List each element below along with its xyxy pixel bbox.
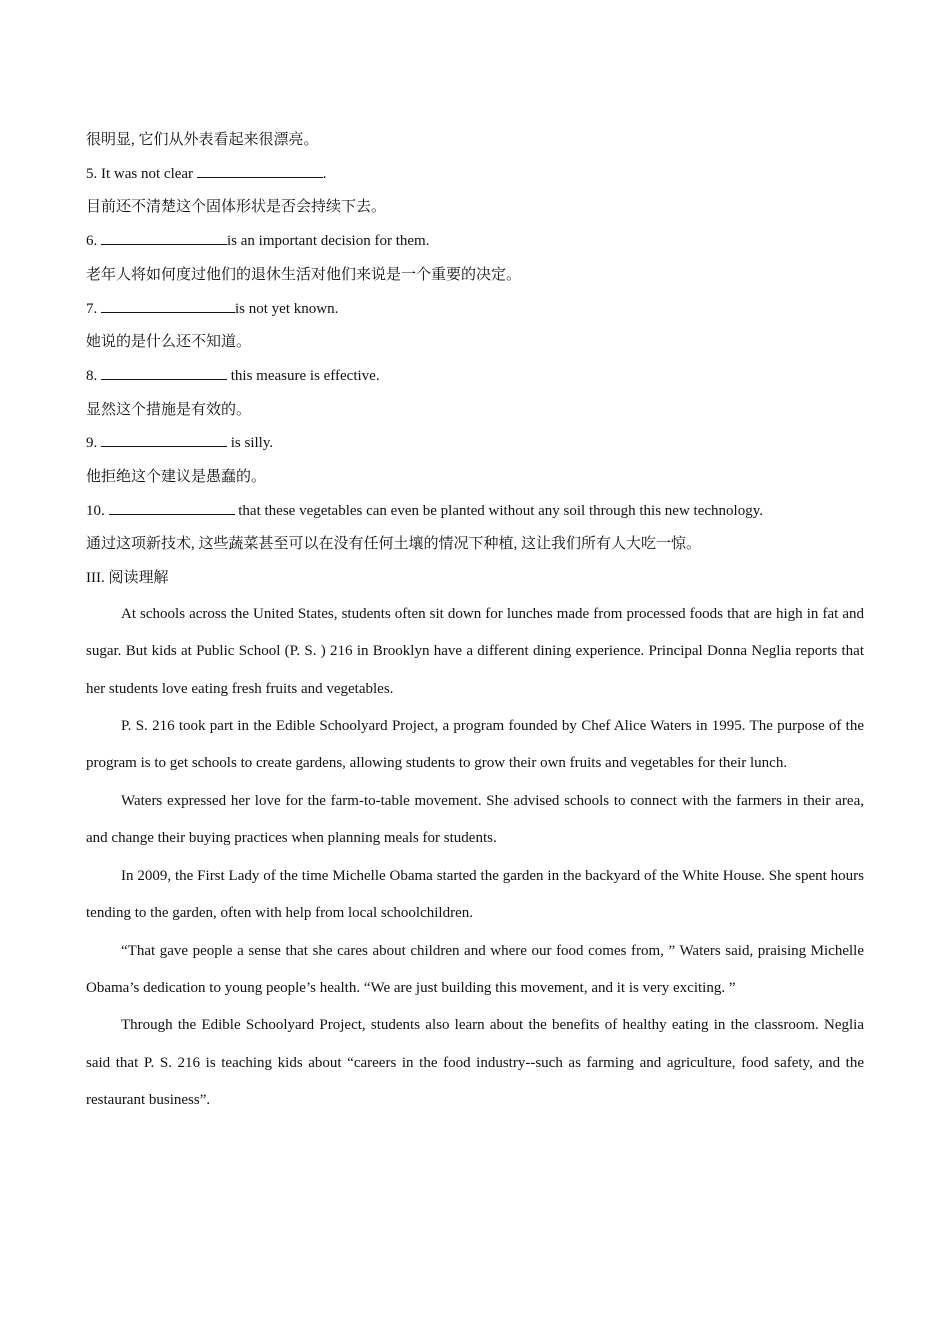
item-8-prefix: 8. (86, 367, 101, 384)
translation-10: 通过这项新技术, 这些蔬菜甚至可以在没有任何土壤的情况下种植, 这让我们所有人大吃一惊。 (86, 536, 702, 553)
item-8-suffix: this measure is effective. (227, 367, 380, 384)
item-5-prefix: 5. It was not clear (86, 165, 197, 182)
item-10-prefix: 10. (86, 502, 109, 519)
exercise-item-8 (86, 360, 864, 394)
item-9-prefix: 9. (86, 435, 101, 452)
passage-paragraph-2: P. S. 216 took part in the Edible Schoolyard Project, a program founded by Chef Alice Waters in 1995. The purpose of the program is to get schools to create gardens, allowing students to grow their own fruits and vegetables for their lunch. (86, 718, 864, 772)
passage-paragraph-3: Waters expressed her love for the farm-to-table movement. She advised schools to connect with the farmers in their area, and change their buying practices when planning meals for students. (86, 792, 864, 847)
exercise-item-6 (86, 225, 864, 259)
translation-7: 她说的是什么还不知道。 (86, 334, 252, 351)
answer-blank-10[interactable] (109, 500, 235, 515)
document-page (86, 124, 864, 1120)
exercise-item-5 (86, 158, 864, 192)
translation-8: 显然这个措施是有效的。 (86, 401, 252, 418)
passage-paragraph-5: “That gave people a sense that she cares about children and where our food comes from, ” Waters said, praising Michelle Obama’s dedication to young people’s health. “We are just building this movement, and it is very exciting. ” (86, 942, 864, 996)
passage-paragraph-1: At schools across the United States, students often sit down for lunches made from processed foods that are high in fat and sugar. But kids at Public School (P. S. ) 216 in Brooklyn have a different dining experience. Principal Donna Neglia reports that her students love eating fresh fruits and vegetables. (86, 605, 864, 697)
item-10-suffix: that these vegetables can even be planted without any soil through this new technology. (234, 502, 763, 519)
translation-5: 目前还不清楚这个固体形状是否会持续下去。 (86, 199, 387, 216)
translation-9: 他拒绝这个建议是愚蠢的。 (86, 469, 267, 486)
item-9-suffix: is silly. (227, 435, 274, 452)
answer-blank-9[interactable] (101, 432, 227, 447)
answer-blank-7[interactable] (101, 298, 235, 313)
translation-6: 老年人将如何度过他们的退休生活对他们来说是一个重要的决定。 (86, 266, 522, 283)
item-7-prefix: 7. (86, 300, 101, 317)
translation-4: 很明显, 它们从外表看起来很漂亮。 (86, 132, 319, 148)
answer-blank-5[interactable] (197, 163, 323, 178)
passage-paragraph-4: In 2009, the First Lady of the time Michelle Obama started the garden in the backyard of the White House. She spent hours tending to the garden, often with help from local schoolchildren. (86, 867, 864, 922)
exercise-item-10 (86, 495, 864, 529)
exercise-item-9 (86, 427, 864, 461)
exercise-item-7 (86, 293, 864, 327)
item-6-prefix: 6. (86, 233, 101, 250)
item-5-suffix: . (322, 165, 327, 182)
answer-blank-6[interactable] (101, 230, 227, 245)
item-7-suffix: is not yet known. (235, 300, 339, 317)
section-title: III. 阅读理解 (86, 570, 169, 587)
answer-blank-8[interactable] (101, 365, 227, 380)
item-6-suffix: is an important decision for them. (227, 233, 430, 250)
passage-paragraph-6: Through the Edible Schoolyard Project, students also learn about the benefits of healthy eating in the classroom. Neglia said that P. S. 216 is teaching kids about “careers in the food industry--such as farming and agriculture, food safety, and the restaurant business”. (86, 1017, 864, 1109)
